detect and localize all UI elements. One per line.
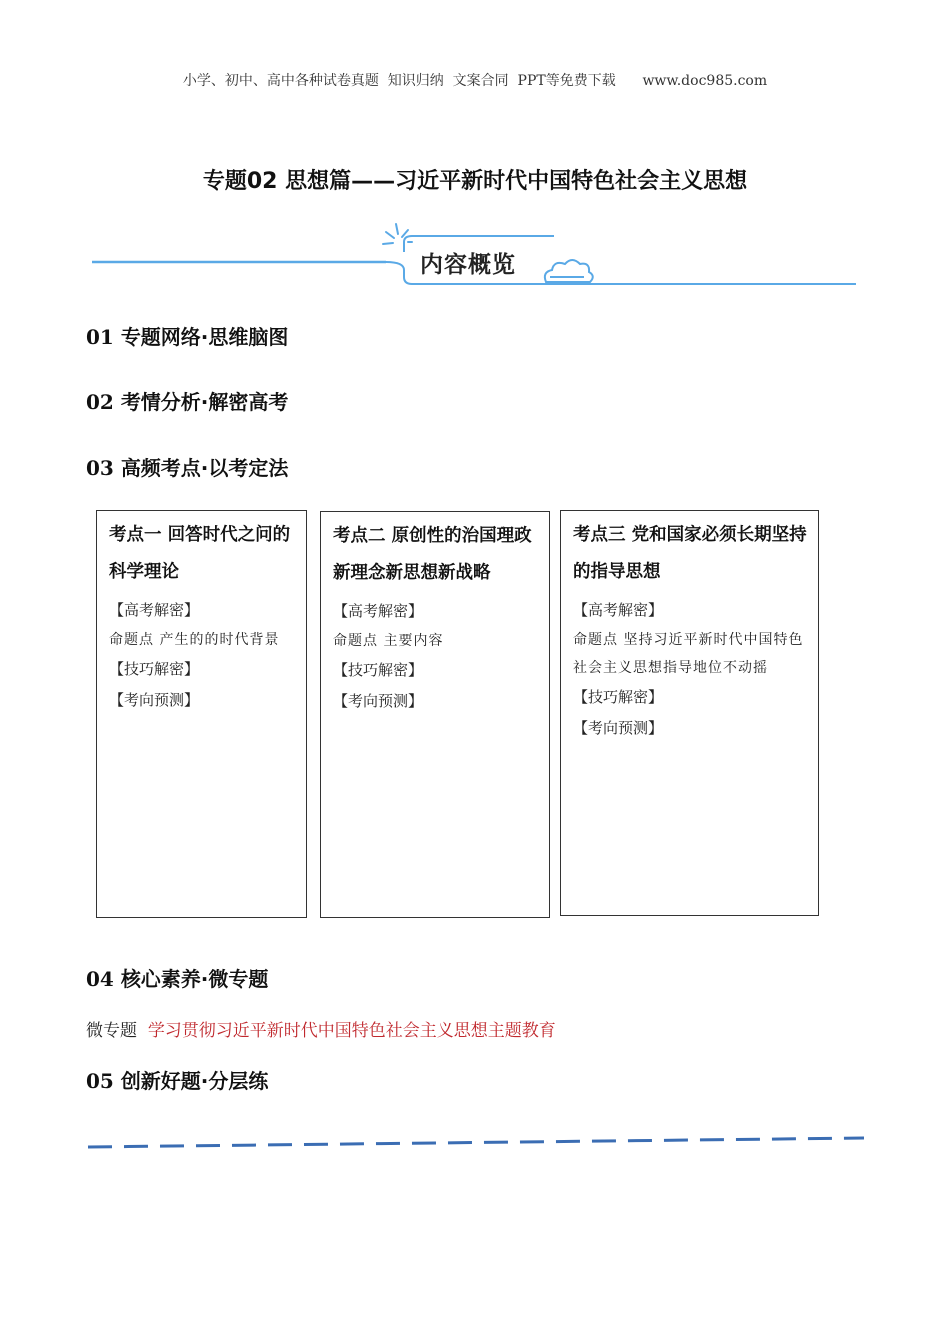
banner-label: 内容概览 [420,252,516,278]
micro-topic-title: 学习贯彻习近平新时代中国特色社会主义思想主题教育 [147,1021,556,1041]
card-topic: 命题点 坚持习近平新时代中国特色社会主义思想指导地位不动摇 [573,632,804,676]
card-forecast-label: 【考向预测】 [109,691,200,709]
card-topic: 命题点 主要内容 [333,633,444,649]
sparkle-icon [383,224,412,244]
section-03: 03 高频考点·以考定法 [86,456,289,480]
exam-point-card-2 [320,511,550,918]
card-forecast-label: 【考向预测】 [333,692,424,710]
page-header: 小学、初中、高中各种试卷真题 知识归纳 文案合同 PPT等免费下载 www.doc985.com [182,73,768,89]
section-04: 04 核心素养·微专题 [86,967,269,991]
card-title: 考点三 党和国家必须长期坚持的指导思想 [573,525,807,582]
cloud-icon [545,260,593,282]
section-01: 01 专题网络·思维脑图 [86,325,289,349]
card-skill-label: 【技巧解密】 [109,660,200,678]
section-02: 02 考情分析·解密高考 [86,390,289,414]
micro-topic-prefix: 微专题 [86,1021,148,1041]
exam-point-card-3 [560,510,819,916]
card-skill-label: 【技巧解密】 [333,661,424,679]
card-forecast-label: 【考向预测】 [573,719,664,737]
exam-point-card-1 [96,510,307,918]
section-05: 05 创新好题·分层练 [86,1069,269,1093]
dashed-divider [86,1130,868,1154]
card-title: 考点一 回答时代之问的科学理论 [109,525,291,582]
micro-topic-line [86,1016,556,1041]
card-skill-label: 【技巧解密】 [573,688,664,706]
document-title: 专题02 思想篇——习近平新时代中国特色社会主义思想 [202,169,748,194]
card-secret-label: 【高考解密】 [573,601,664,619]
card-secret-label: 【高考解密】 [333,602,424,620]
card-secret-label: 【高考解密】 [109,601,200,619]
card-topic: 命题点 产生的的时代背景 [109,632,280,648]
card-title: 考点二 原创性的治国理政新理念新思想新战略 [333,526,532,583]
